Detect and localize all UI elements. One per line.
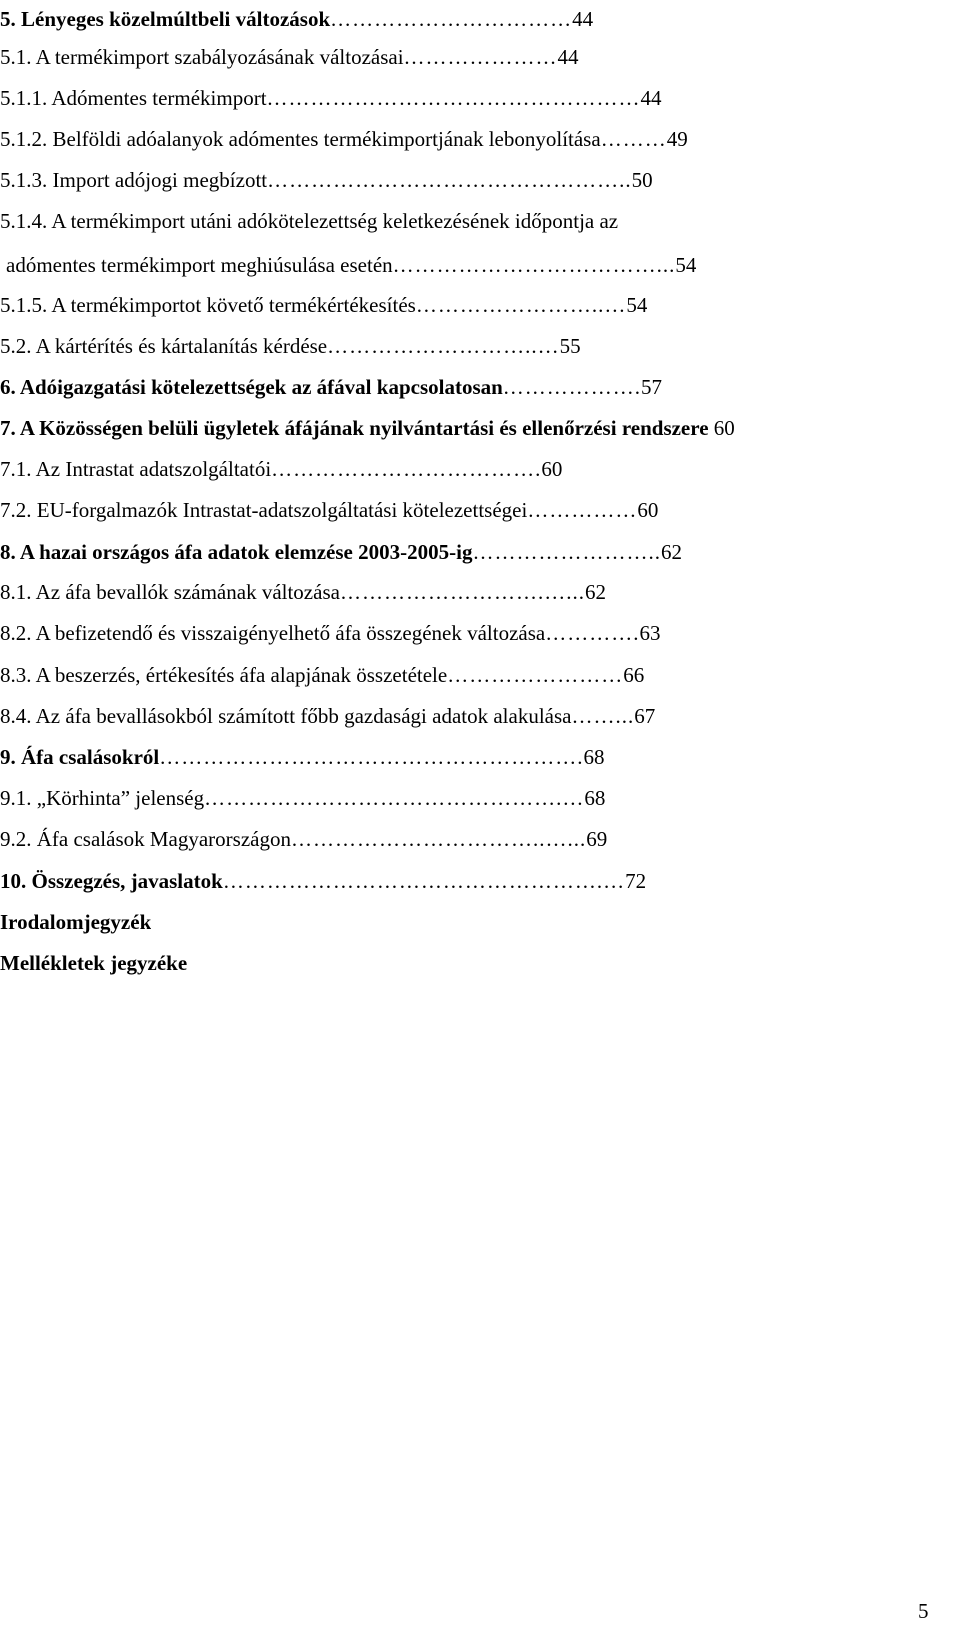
toc-page-ref: 62 (660, 540, 682, 564)
toc-page-ref: 44 (557, 45, 579, 69)
toc-entry[interactable] (0, 660, 644, 690)
toc-entry[interactable] (0, 454, 562, 484)
toc-page-ref: 60 (637, 498, 659, 522)
toc-entry-title: 5.2. A kártérítés és kártalanítás kérdése (0, 334, 328, 358)
toc-entry-title: 7.2. EU-forgalmazók Intrastat-adatszolgáltatási kötelezettségei (0, 498, 528, 522)
toc-leader-dots: ………………………………………….. (267, 168, 632, 192)
toc-entry-title: 8.3. A beszerzés, értékesítés áfa alapjának összetétele (0, 663, 448, 687)
page-number: 5 (918, 1599, 929, 1623)
toc-entry-title: 5.1. A termékimport szabályozásának változásai (0, 45, 404, 69)
toc-leader-dots: ……………………….…... (339, 580, 585, 604)
toc-entry[interactable] (0, 124, 688, 154)
toc-entry[interactable] (0, 577, 606, 607)
toc-page-ref: 54 (675, 253, 697, 277)
toc-leader-dots: ………………… (403, 45, 558, 69)
toc-entry[interactable] (0, 413, 735, 443)
toc-entry[interactable] (0, 290, 647, 320)
toc-entry[interactable] (0, 783, 605, 813)
toc-entry[interactable] (0, 83, 662, 113)
toc-page-ref: 67 (634, 704, 656, 728)
toc-leader-dots: …………………………… (330, 7, 573, 31)
toc-entry[interactable] (0, 165, 653, 195)
toc-entry[interactable] (0, 372, 662, 402)
toc-page-ref: 55 (559, 334, 581, 358)
toc-page-ref: 50 (631, 168, 653, 192)
toc-entry-title: 10. Összegzés, javaslatok (0, 869, 223, 893)
toc-page-ref: 69 (586, 827, 608, 851)
toc-leader-dots: …………………….. (472, 540, 661, 564)
toc-leader-dots: …………………… (447, 663, 624, 687)
toc-entry-title: 8.4. Az áfa bevallásokból számított főbb gazdasági adatok alakulása (0, 704, 572, 728)
toc-entry[interactable] (0, 907, 151, 937)
toc-leader-dots: ……... (571, 704, 635, 728)
toc-entry-title: 7.1. Az Intrastat adatszolgáltatói (0, 457, 272, 481)
toc-entry-title: 5. Lényeges közelmúltbeli változások (0, 7, 331, 31)
toc-entry[interactable] (0, 4, 593, 34)
toc-page-ref: 66 (623, 663, 645, 687)
toc-leader-dots: ………………. (502, 375, 642, 399)
toc-page-ref: 44 (572, 7, 594, 31)
toc-entry[interactable] (0, 824, 607, 854)
toc-entry[interactable] (6, 250, 696, 280)
toc-entry-title: 5.1.3. Import adójogi megbízott (0, 168, 268, 192)
toc-entry-title: 9.1. „Körhinta” jelenség (0, 786, 205, 810)
toc-entry-title: 7. A Közösségen belüli ügyletek áfájának nyilvántartási és ellenőrzési rendszere (0, 416, 709, 440)
toc-leader-dots: …………………………………………… (266, 86, 641, 110)
toc-leader-dots: ………………………………... (392, 253, 676, 277)
toc-leader-dots: …………………………………………………. (159, 745, 584, 769)
toc-entry-title: adómentes termékimport meghiúsulása esetén (6, 253, 393, 277)
toc-page-ref: 49 (666, 127, 688, 151)
toc-entry[interactable] (0, 537, 682, 567)
toc-leader-dots: ……… (600, 127, 667, 151)
toc-entry-title: 5.1.4. A termékimport utáni adókötelezettség keletkezésének időpontja az (0, 209, 619, 233)
toc-page-ref: 68 (584, 786, 606, 810)
toc-entry-title: 5.1.5. A termékimportot követő termékértékesítés (0, 293, 416, 317)
toc-leader-dots: ………………………..… (327, 334, 560, 358)
toc-entry-title: Irodalomjegyzék (0, 910, 152, 934)
toc-entry-title: 8. A hazai országos áfa adatok elemzése 2003-2005-ig (0, 540, 473, 564)
toc-entry-title: 9. Áfa csalásokról (0, 745, 160, 769)
toc-page-ref: 57 (641, 375, 663, 399)
toc-entry-title: 8.2. A befizetendő és visszaigényelhető áfa összegének változása (0, 621, 546, 645)
toc-page-ref: 63 (639, 621, 661, 645)
toc-leader-dots: …………. (545, 621, 640, 645)
toc-entry-title: Mellékletek jegyzéke (0, 951, 188, 975)
toc-leader-dots: ………………………………………….… (204, 786, 585, 810)
toc-entry[interactable] (0, 42, 579, 72)
toc-entry[interactable] (0, 866, 646, 896)
toc-leader-dots: ………………………………. (271, 457, 542, 481)
toc-entry[interactable] (0, 618, 660, 648)
toc-page-ref: 62 (584, 580, 606, 604)
toc-leader-dots: ……………………..… (415, 293, 627, 317)
toc-entry[interactable] (0, 701, 655, 731)
toc-entry-title: 6. Adóigazgatási kötelezettségek az áfával kapcsolatosan (0, 375, 503, 399)
toc-entry[interactable] (0, 206, 618, 236)
toc-entry-title: 5.1.2. Belföldi adóalanyok adómentes termékimportjának lebonyolítása (0, 127, 601, 151)
toc-leader-dots: ……………………………..…... (291, 827, 587, 851)
toc-page-ref: 60 (713, 416, 735, 440)
toc-leader-dots: …………………………………………….… (222, 869, 626, 893)
toc-leader-dots: …………… (527, 498, 638, 522)
toc-entry[interactable] (0, 948, 187, 978)
toc-page-ref: 68 (583, 745, 605, 769)
toc-entry[interactable] (0, 742, 605, 772)
toc-page-ref: 44 (640, 86, 662, 110)
toc-entry[interactable] (0, 331, 581, 361)
toc-page-ref: 72 (625, 869, 647, 893)
toc-entry-title: 8.1. Az áfa bevallók számának változása (0, 580, 340, 604)
toc-entry-title: 5.1.1. Adómentes termékimport (0, 86, 267, 110)
toc-entry-title: 9.2. Áfa csalások Magyarországon (0, 827, 291, 851)
toc-page-ref: 54 (626, 293, 648, 317)
toc-entry[interactable] (0, 495, 658, 525)
toc-page-ref: 60 (541, 457, 563, 481)
